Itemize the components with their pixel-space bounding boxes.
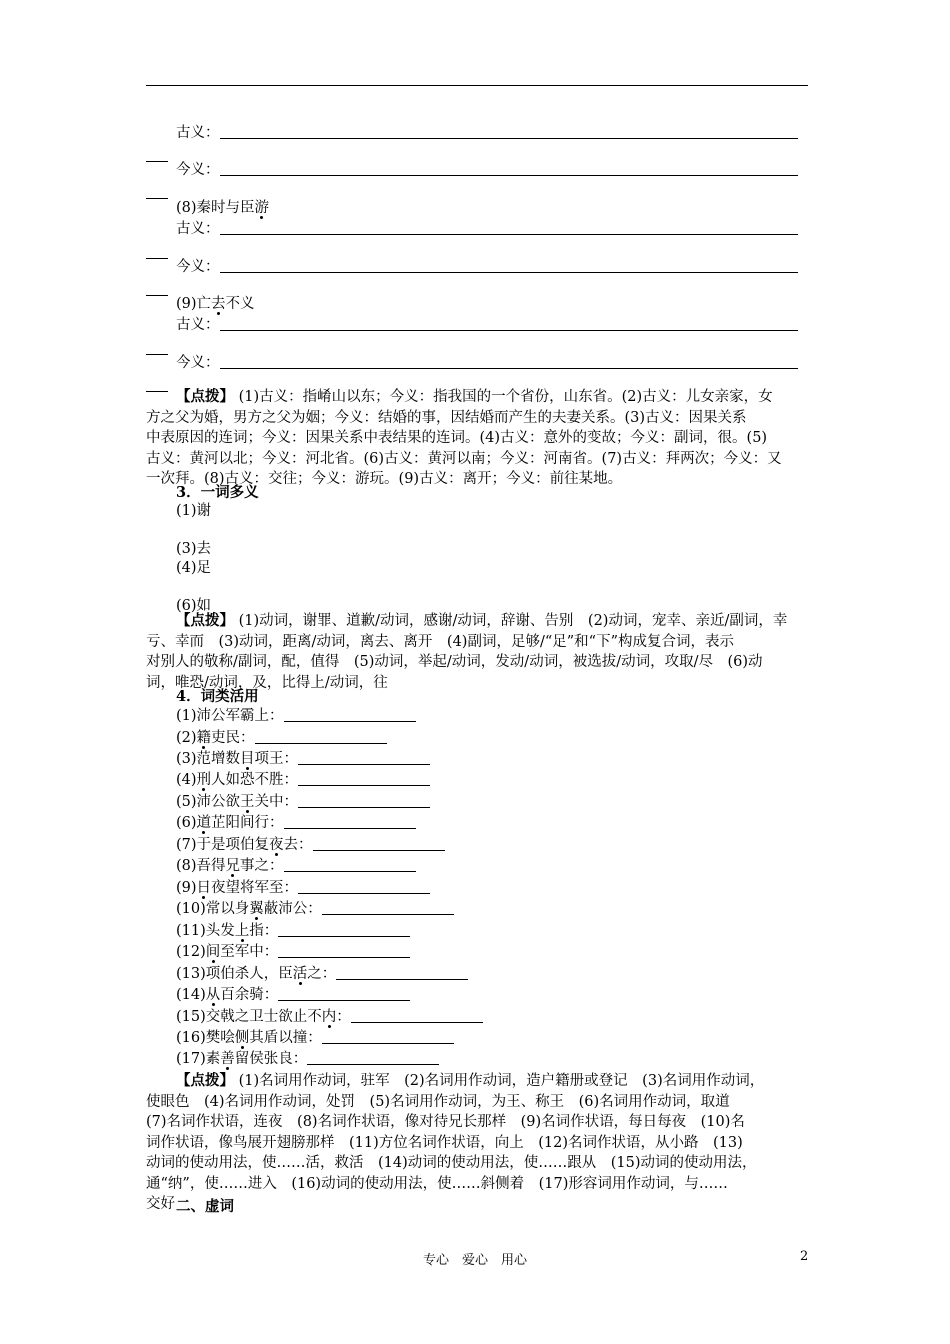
word-class-item: (17)素善留侯张良：	[176, 1049, 439, 1069]
answer-blank[interactable]	[220, 316, 798, 331]
dotted-char: 从	[205, 987, 221, 1003]
polysemy-item: (4)足	[176, 560, 212, 576]
section-title-two: 二、虚词	[176, 1198, 234, 1215]
answer-blank[interactable]	[278, 922, 410, 937]
dotted-char: 目	[240, 751, 255, 767]
section-title-4: 4．词类活用	[176, 688, 259, 705]
answer-blank[interactable]	[220, 354, 798, 369]
answer-blank[interactable]	[298, 771, 430, 786]
word-class-item: (9)日夜望将军至：	[176, 878, 430, 898]
word-class-item: (14)从百余骑：	[176, 985, 410, 1005]
dotted-char: 夜	[269, 837, 284, 853]
answer-blank[interactable]	[284, 814, 416, 829]
jin-label: 今义：	[176, 162, 220, 178]
answer-blank[interactable]	[313, 836, 445, 851]
dotted-char: 道	[196, 815, 212, 831]
answer-blank[interactable]	[351, 1008, 483, 1023]
overflow-blank	[146, 339, 168, 359]
polysemy-item: (1)谢	[176, 503, 212, 519]
dotted-char: 去	[211, 296, 226, 312]
dianbo-tag: 【点拨】	[176, 388, 234, 405]
answer-blank[interactable]	[284, 857, 416, 872]
answer-blank[interactable]	[322, 1029, 454, 1044]
answer-blank[interactable]	[220, 161, 798, 176]
dotted-char: 间	[205, 944, 221, 960]
answer-blank[interactable]	[322, 900, 454, 915]
word-class-item: (12)间至军中：	[176, 942, 410, 962]
word-class-item: (5)沛公欲王关中：	[176, 792, 430, 812]
dotted-char: 上	[234, 923, 250, 939]
dotted-char: 侧	[234, 1030, 250, 1046]
gu-label-row-8: 古义：	[176, 219, 798, 239]
word-class-item: (1)沛公军霸上：	[176, 706, 416, 726]
answer-blank[interactable]	[298, 879, 430, 894]
word-class-item: (7)于是项伯复夜去：	[176, 835, 445, 855]
word-class-item: (11)头发上指：	[176, 921, 410, 941]
dianbo-answer-3: 【点拨】 (1)名词用作动词，驻军 (2)名词用作动词，造户籍册或登记 (3)名词用作动词， 使眼色 (4)名词用作动词，处罚 (5)名词用作动词，为王、称王 (6)名词用作动词，取道 (7)名词作状语，连夜 (8)名词作状语，像对待兄长那样 (9)名词作状语，每日每夜 (10)名 词作状语，像鸟展开翅膀那样 (11)方位名词作状语，向上 (12)名词作状语，从小路 (13) 动词的使动用法，使……活，救活 (14)动词的使动用法，使……跟从 (15)动词的使动用法， 通“纳”，使……进入 (16)动词的使动用法，使……斜侧着 (17)形容词用作动词，与…… 交好	[146, 1072, 765, 1212]
answer-blank[interactable]	[220, 258, 798, 273]
answer-blank[interactable]	[220, 220, 798, 235]
word-class-item: (15)交戟之卫士欲止不内：	[176, 1007, 483, 1027]
answer-blank[interactable]	[220, 124, 798, 139]
answer-blank[interactable]	[278, 943, 410, 958]
polysemy-item: (6)如	[176, 598, 212, 614]
dianbo-answer-2: 【点拨】 (1)动词，谢罪、道歉/动词，感谢/动词，辞谢、告别 (2)动词，宠幸、亲近/副词，幸 亏、幸而 (3)动词，距离/动词，离去、离开 (4)副词，足够/“足”和“下”构成复合词，表示 对别人的敬称/副词，配，值得 (5)动词，举起/动词，发动/动词，被选拔/动词，攻取/尽 (6)动 词，唯恐/动词，及，比得上/动词，往	[146, 612, 788, 691]
footer-motto: 专心 爱心 用心	[422, 1253, 527, 1268]
dianbo-tag: 【点拨】	[176, 1072, 234, 1089]
overflow-blank	[146, 280, 168, 300]
page-number: 2	[800, 1249, 809, 1264]
overflow-blank	[146, 183, 168, 203]
dianbo-answer-1: 【点拨】 (1)古义：指崤山以东；今义：指我国的一个省份，山东省。(2)古义：儿女亲家，女 方之父为婚，男方之父为姻；今义：结婚的事，因结婚而产生的夫妻关系。(3)古义：因果关系 中表原因的连词；今义：因果关系中表结果的连词。(4)古义：意外的变故；今义：副词，很。(5) 古义：黄河以北；今义：河北省。(6)古义：黄河以南；今义：河南省。(7)古义：拜两次；今义：又 一次拜。(8)古义：交往；今义：游玩。(9)古义：离开；今义：前往某地。	[146, 388, 782, 487]
dianbo-tag: 【点拨】	[176, 612, 234, 629]
dotted-char: 籍	[196, 730, 212, 746]
item-9: (9)亡去不义	[176, 296, 255, 312]
item-8: (8)秦时与臣游	[176, 200, 270, 216]
dotted-char: 翼	[249, 901, 264, 917]
answer-blank[interactable]	[255, 729, 387, 744]
polysemy-item: (3)去	[176, 541, 212, 557]
dotted-char: 兄	[225, 858, 241, 874]
answer-blank[interactable]	[284, 707, 416, 722]
answer-blank[interactable]	[278, 986, 410, 1001]
word-class-item: (6)道芷阳间行：	[176, 813, 416, 833]
answer-blank[interactable]	[336, 965, 468, 980]
dotted-char: 日	[196, 880, 212, 896]
jin-label-row-a	[176, 160, 798, 180]
section-title-3: 3．一词多义	[176, 484, 259, 501]
word-class-item: (16)樊哙侧其盾以撞：	[176, 1028, 454, 1048]
word-class-item: (13)项伯杀人，臣活之：	[176, 964, 468, 984]
jin-label-row-9: 今义：	[176, 353, 798, 373]
word-class-item: (10)常以身翼蔽沛公：	[176, 899, 454, 919]
answer-blank[interactable]	[307, 1050, 439, 1065]
word-class-item: (8)吾得兄事之：	[176, 856, 416, 876]
overflow-blank	[146, 146, 168, 166]
answer-blank[interactable]	[298, 793, 430, 808]
word-class-item: (3)范增数目项王：	[176, 749, 430, 769]
gu-label-row-9: 古义：	[176, 315, 798, 335]
dotted-char: 善	[220, 1051, 235, 1067]
dotted-char: 游	[254, 200, 270, 216]
overflow-blank	[146, 243, 168, 263]
dotted-char: 内	[321, 1009, 337, 1025]
word-class-item: (2)籍吏民：	[176, 728, 387, 748]
jin-label-row-8: 今义：	[176, 257, 798, 277]
header-rule	[146, 85, 808, 86]
dotted-char: 刑	[196, 772, 212, 788]
gu-label: 古义：	[176, 125, 220, 141]
gu-label-row-a	[176, 123, 798, 143]
answer-blank[interactable]	[298, 750, 430, 765]
dotted-char: 活	[292, 966, 308, 982]
dotted-char: 王	[240, 794, 255, 810]
word-class-item: (4)刑人如恐不胜：	[176, 770, 430, 790]
